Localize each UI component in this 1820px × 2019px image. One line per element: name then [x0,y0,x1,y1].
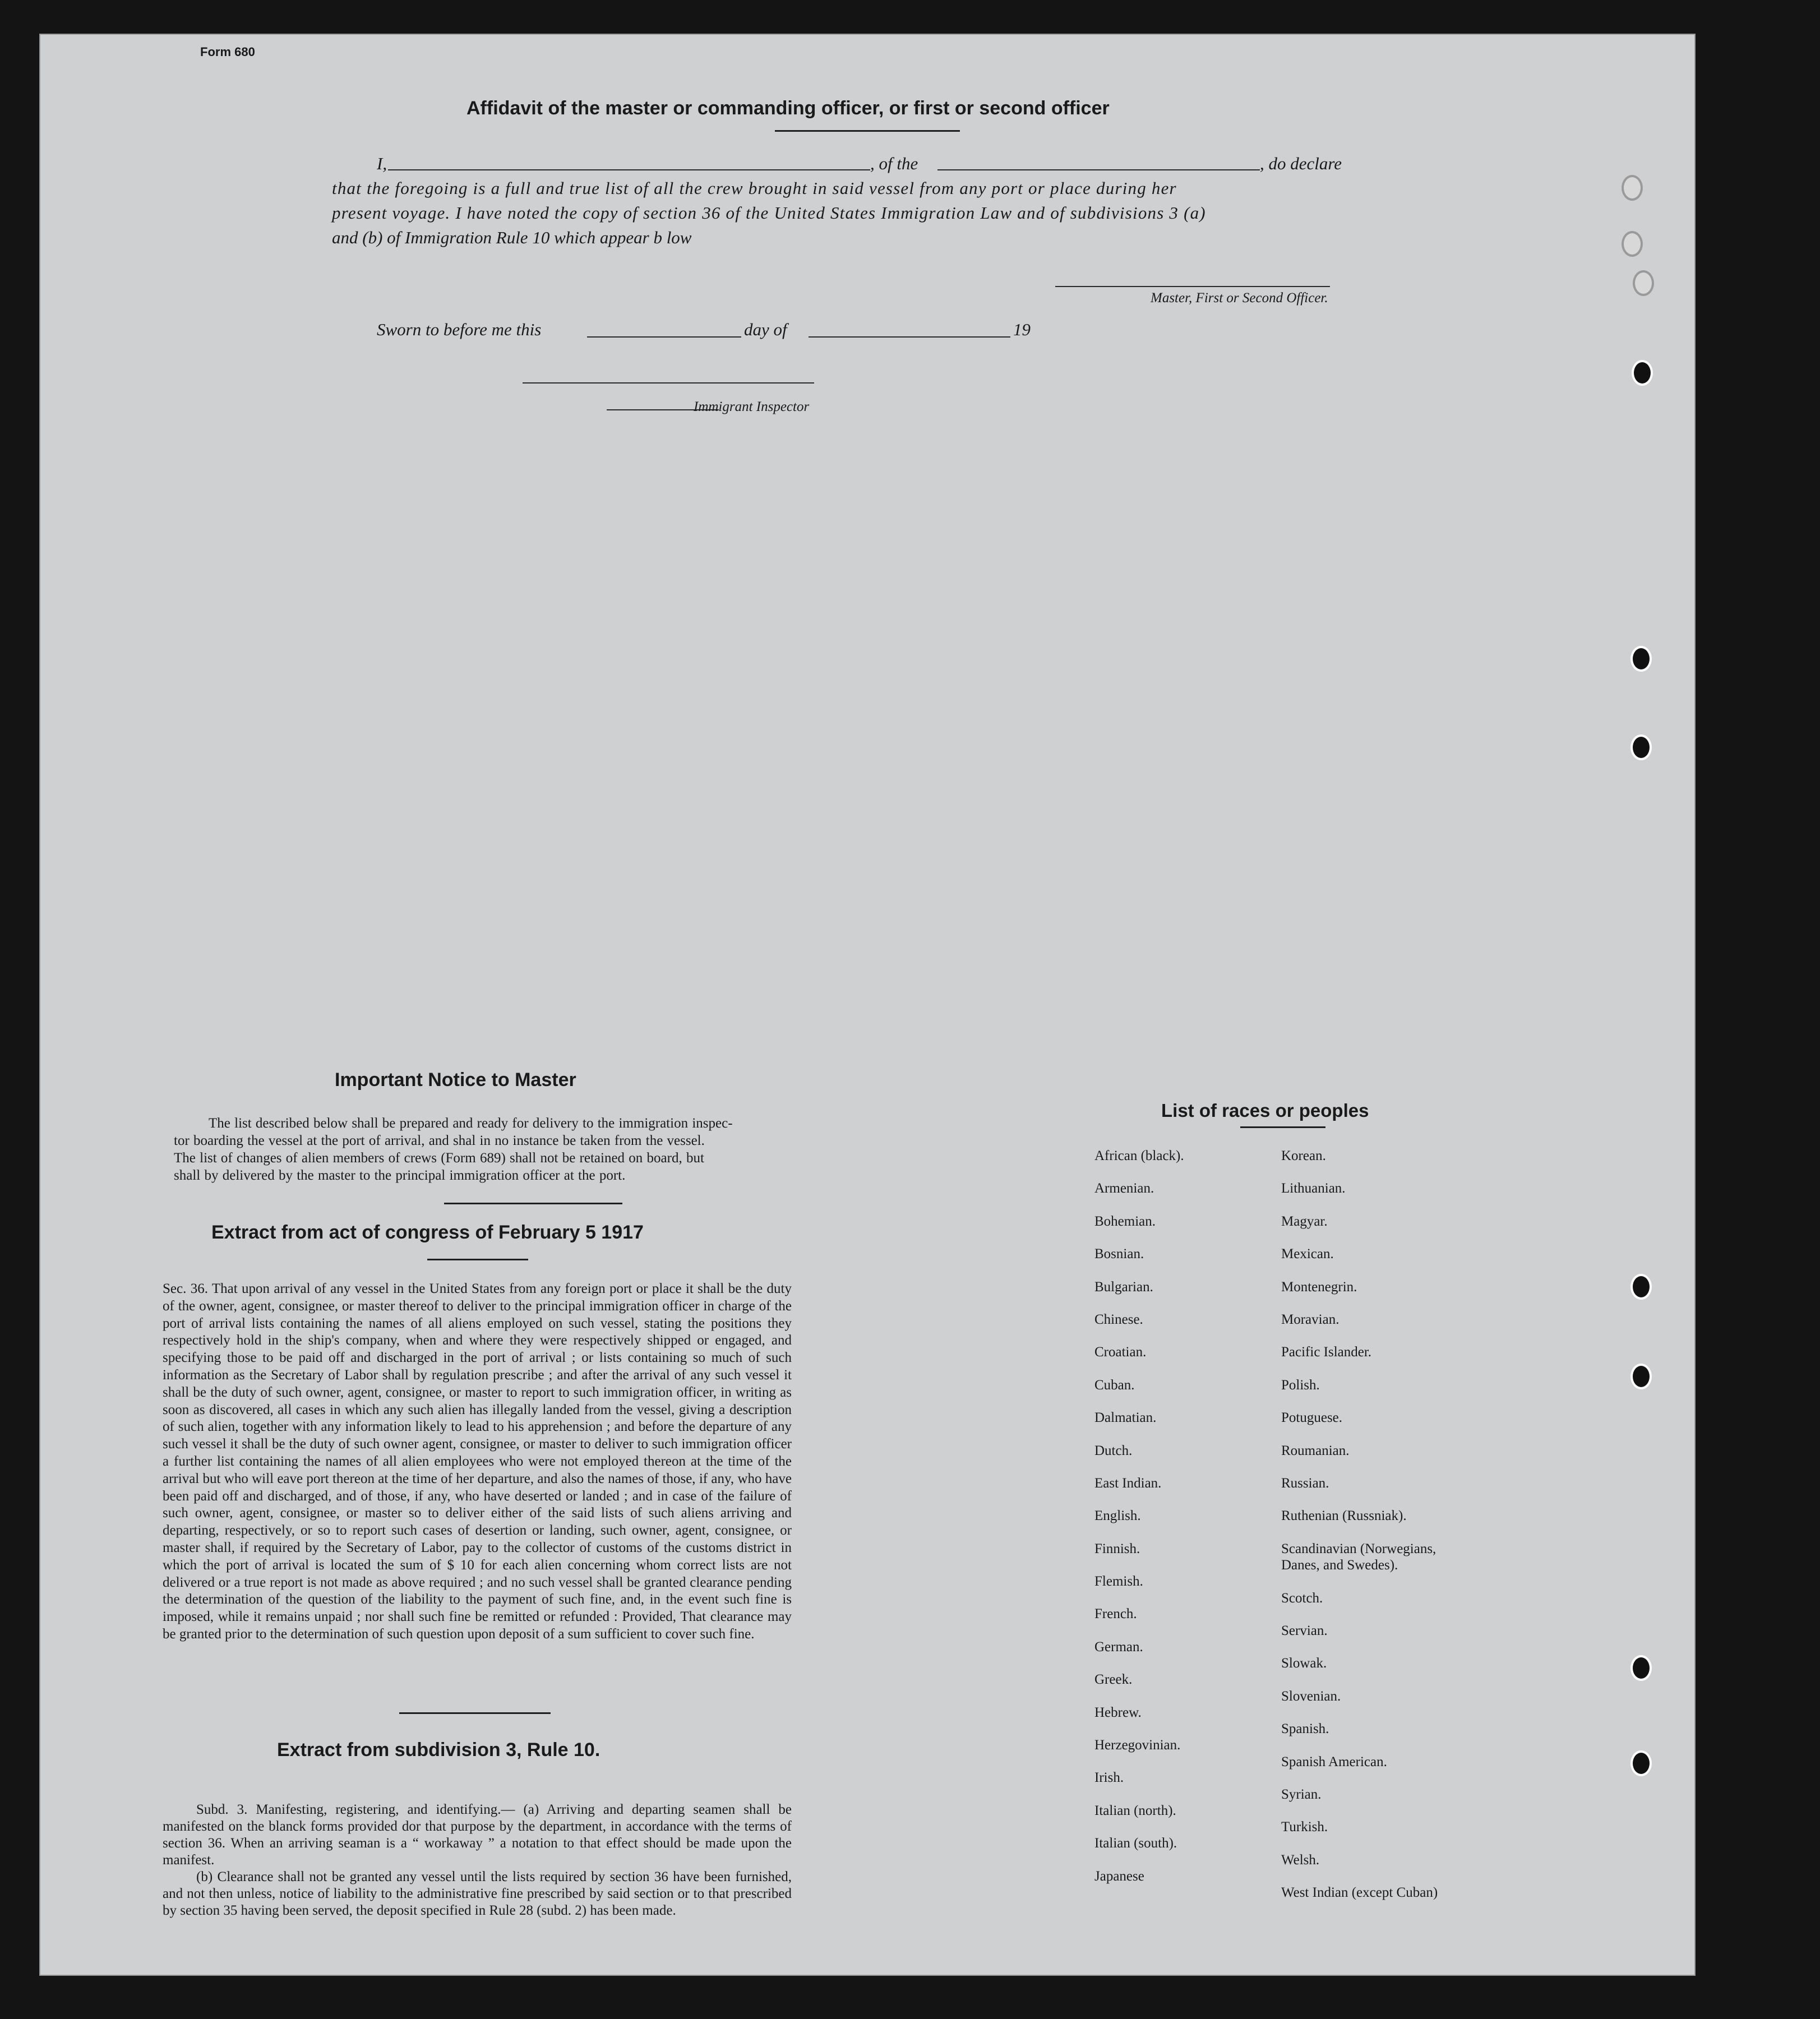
race-right-18: Spanish. [1281,1721,1329,1737]
race-left-15: French. [1094,1606,1137,1622]
race-left-11: East Indian. [1094,1475,1162,1491]
race-right-21: Turkish. [1281,1819,1328,1835]
signature-caption: Master, First or Second Officer. [1151,290,1328,306]
race-right-17: Slovenian. [1281,1688,1341,1704]
vessel-fill-line [937,169,1260,170]
document-page [39,34,1696,1976]
race-right-10: Roumanian. [1281,1443,1350,1458]
race-left-23: Japanese [1094,1868,1144,1884]
punch-hole [1622,175,1643,201]
race-left-3: Bohemian. [1094,1213,1156,1229]
race-right-15: Servian. [1281,1623,1328,1639]
race-left-2: Armenian. [1094,1181,1154,1196]
race-left-12: English. [1094,1508,1141,1524]
race-right-8: Polish. [1281,1377,1320,1393]
race-right-23: West Indian (except Cuban) [1281,1885,1438,1901]
affidavit-title: Affidavit of the master or commanding officer, or first or second officer [466,98,1110,119]
race-right-1: Korean. [1281,1148,1326,1163]
race-right-20: Syrian. [1281,1787,1322,1803]
race-right-16: Slowak. [1281,1656,1327,1671]
sworn-month-fill [809,336,1010,338]
race-left-9: Dalmatian. [1094,1410,1157,1426]
form-number: Form 680 [200,45,255,59]
race-right-7: Pacific Islander. [1281,1345,1372,1360]
race-right-4: Mexican. [1281,1246,1334,1262]
sworn-day-of: day of [744,320,787,339]
race-right-5: Montenegrin. [1281,1279,1357,1295]
notice-line4: shall by delivered by the master to the principal immigration officer at the port. [174,1168,626,1183]
race-left-6: Chinese. [1094,1311,1143,1327]
affidavit-line4: and (b) of Immigration Rule 10 which appear b low [332,228,692,247]
name-fill-line [388,169,870,170]
notice-line1: The list described below shall be prepared and ready for delivery to the immigration inspec- [209,1116,733,1131]
races-title-underline [1240,1126,1325,1128]
punch-hole [1632,360,1653,386]
sworn-year: 19 [1013,320,1031,339]
race-right-14: Scotch. [1281,1590,1323,1606]
sworn-day-fill [587,336,741,338]
punch-hole [1630,1655,1652,1681]
race-right-9: Potuguese. [1281,1410,1343,1426]
race-left-1: African (black). [1094,1148,1184,1163]
race-right-6: Moravian. [1281,1311,1339,1327]
race-left-19: Herzegovinian. [1094,1738,1181,1753]
extract-rule-title: Extract from subdivision 3, Rule 10. [277,1739,600,1761]
divider-2 [427,1259,528,1260]
punch-hole [1630,1274,1652,1300]
divider-3 [399,1712,551,1714]
race-left-4: Bosnian. [1094,1246,1144,1262]
race-right-11: Russian. [1281,1475,1329,1491]
race-right-12: Ruthenian (Russniak). [1281,1508,1407,1524]
race-left-7: Croatian. [1094,1345,1147,1360]
rule-subd-a-text: Subd. 3. Manifesting, registering, and identifying.— (a) Arriving and departing seamen shall be manifested on the blanck forms provided dor that purpose by the department, in accordance with the terms of section 36. When an arriving seaman is a “ workaway ” a notation to that effect should be made upon the manifest. [163,1802,792,1868]
race-left-17: Greek. [1094,1672,1133,1688]
notice-title: Important Notice to Master [335,1069,576,1091]
inspector-line [523,382,814,384]
sworn-text: Sworn to before me this [377,320,542,339]
race-left-18: Hebrew. [1094,1704,1142,1720]
signature-line [1055,286,1330,287]
rule-subd-b-text: (b) Clearance shall not be granted any vessel until the lists required by section 36 have been furnished, and not then unless, notice of liability to the administrative fine prescribed by said section or to that prescribed by section 35 having been served, the deposit specified in Rule 28 (subd. 2) has been made. [163,1869,792,1918]
title-underline [775,130,960,132]
races-right-column [1281,1148,1517,1918]
affidavit-line3: present voyage. I have noted the copy of section 36 of the United States Immigration Law and of subdivisions 3 (a) [332,203,1206,223]
race-left-13: Finnish. [1094,1541,1140,1556]
race-left-5: Bulgarian. [1094,1279,1153,1295]
punch-hole [1630,646,1652,672]
affidavit-line1-of-the: , of the [870,154,918,173]
affidavit-line2: that the foregoing is a full and true list of all the crew brought in said vessel from any port or place during her [332,178,1177,198]
race-left-16: German. [1094,1639,1143,1655]
race-right-3: Magyar. [1281,1213,1328,1229]
punch-hole [1633,270,1654,296]
divider-1 [444,1203,622,1204]
punch-hole [1630,1364,1652,1389]
punch-hole [1622,231,1643,257]
notice-line3: The list of changes of alien members of crews (Form 689) shall not be retained on board, but [174,1151,704,1166]
race-left-21: Italian (north). [1094,1803,1176,1818]
extract-act-title: Extract from act of congress of February 5 1917 [211,1222,644,1243]
races-left-column [1094,1148,1263,1901]
affidavit-line1-end: , do declare [1260,154,1342,173]
notice-line2: tor boarding the vessel at the port of arrival, and shal in no instance be taken from the vessel. [174,1133,705,1148]
punch-hole [1630,1750,1652,1776]
race-left-20: Irish. [1094,1770,1124,1786]
race-left-8: Cuban. [1094,1377,1135,1393]
affidavit-line1-start: I, [377,154,387,173]
race-right-13: Scandinavian (Norwegians, Danes, and Swedes). [1281,1541,1436,1573]
race-left-14: Flemish. [1094,1574,1143,1590]
races-title: List of races or peoples [1161,1100,1369,1121]
race-left-22: Italian (south). [1094,1836,1177,1851]
punch-hole [1630,734,1652,760]
race-left-10: Dutch. [1094,1443,1133,1458]
section-36-text: Sec. 36. That upon arrival of any vessel in the United States from any foreign port or place it shall be the duty of the owner, agent, consignee, or master thereof to deliver to the principal immigration officer in charge of the port of arrival lists containing the names of all aliens employed on such vessel, stating the positions they respectively hold in the ship's company, when and where they were respectively shipped or engaged, and specifying those to be paid off and discharged in the port of arrival ; or lists containing so much of such information as the Secretary of Labor shall by regulation prescribe ; and after the arrival of any such vessel it shall be the duty of such owner, agent, consignee, or master to report to such immigration officer, in writing as soon as discovered, all cases in which any such alien has illegally landed from the vessel, giving a description of such alien, together with any information likely to lead to his apprehension ; and before the departure of any such vessel it shall be the duty of such owner agent, consignee, or master to deliver to such immigration officer a further list containing the names of all alien employees who were not employed thereon at the time of the arrival but who will eave port thereon at the time of her departure, and also the names of those, if any, who have been paid off and discharged, and of those, if any, who have deserted or landed ; and in case of the failure of such owner, agent, consignee, or master so to deliver either of the said lists of such aliens arriving and departing, respectively, or so to report such cases of desertion or landing, such owner, agent, consignee, or master shall, if required by the Secretary of Labor, pay to the collector of customs of the customs district in which the port of arrival is located the sum of $ 10 for each alien concerning whom correct lists are not delivered or a true report is not made as above required ; and no such vessel shall be granted clearance pending the determination of the question of the liability to the payment of such fine, and, in the event such fine is imposed, while it remains unpaid ; nor shall such fine be remitted or refunded : Provided, That clearance may be granted prior to the determination of such question upon deposit of a sum sufficient to cover such fine. [163,1281,792,1642]
inspector-caption: Immigrant Inspector [694,399,810,414]
race-right-19: Spanish American. [1281,1754,1387,1769]
race-right-22: Welsh. [1281,1852,1320,1868]
race-right-2: Lithuanian. [1281,1181,1346,1196]
